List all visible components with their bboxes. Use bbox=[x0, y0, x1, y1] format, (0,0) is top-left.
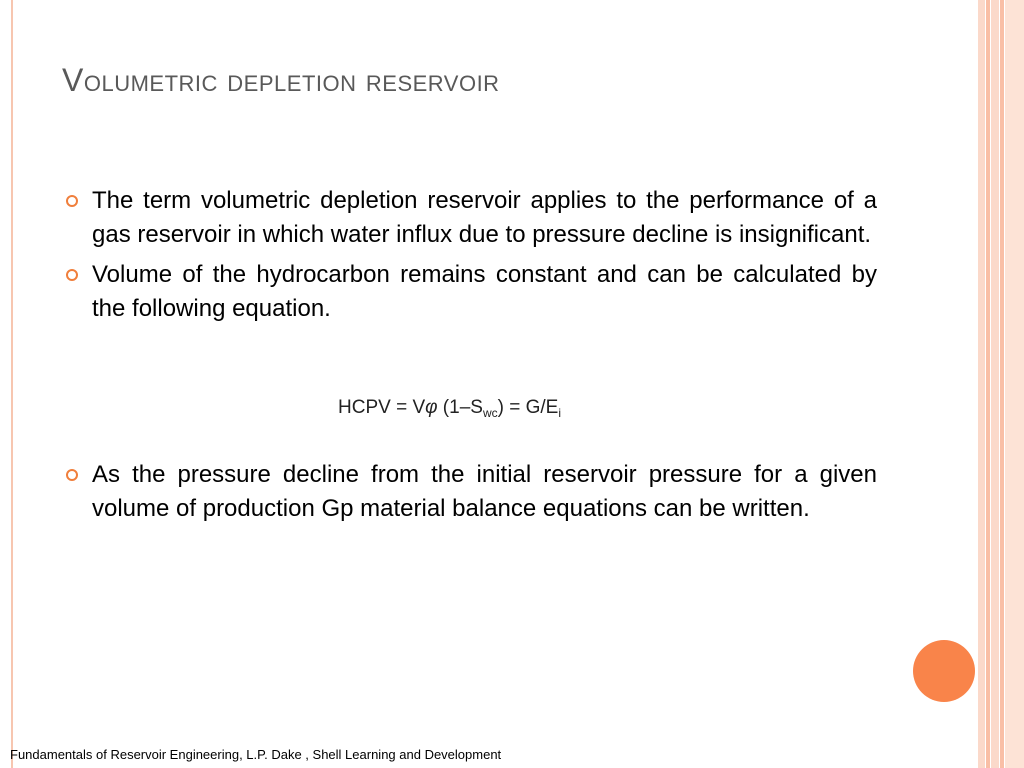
equation-lhs: HCPV = V bbox=[338, 397, 426, 418]
bullet-ring-icon bbox=[66, 195, 78, 207]
equation-sub-i: i bbox=[558, 406, 562, 420]
bullet-list-top bbox=[62, 184, 877, 332]
right-decorative-stripe bbox=[991, 0, 999, 768]
right-decorative-stripe bbox=[1005, 0, 1024, 768]
bullet-item bbox=[62, 258, 877, 326]
bullet-item bbox=[62, 458, 877, 526]
decorative-circle bbox=[913, 640, 975, 702]
bullet-list-bottom bbox=[62, 458, 877, 532]
hcpv-equation bbox=[338, 397, 561, 420]
equation-rhs: ) = G/E bbox=[497, 397, 559, 418]
right-decorative-stripe bbox=[1000, 0, 1004, 768]
footer-citation: Fundamentals of Reservoir Engineering, L.P. Dake , Shell Learning and Development bbox=[10, 747, 502, 762]
bullet-ring-icon bbox=[66, 469, 78, 481]
right-decorative-stripe bbox=[978, 0, 985, 768]
equation-phi: φ bbox=[425, 397, 438, 418]
bullet-text: The term volumetric depletion reservoir applies to the performance of a gas reservoir in which water influx due to pressure decline is insignificant. bbox=[92, 187, 877, 248]
left-border-line bbox=[11, 0, 13, 768]
bullet-item bbox=[62, 184, 877, 252]
equation-mid: (1–S bbox=[437, 397, 483, 418]
bullet-text: As the pressure decline from the initial reservoir pressure for a given volume of production Gp material balance equations can be written. bbox=[92, 461, 877, 522]
slide-title: Volumetric depletion reservoir bbox=[62, 62, 500, 98]
equation-sub-wc: wc bbox=[482, 406, 498, 420]
bullet-ring-icon bbox=[66, 269, 78, 281]
bullet-text: Volume of the hydrocarbon remains constant and can be calculated by the following equation. bbox=[92, 261, 877, 322]
right-decorative-stripe bbox=[986, 0, 990, 768]
